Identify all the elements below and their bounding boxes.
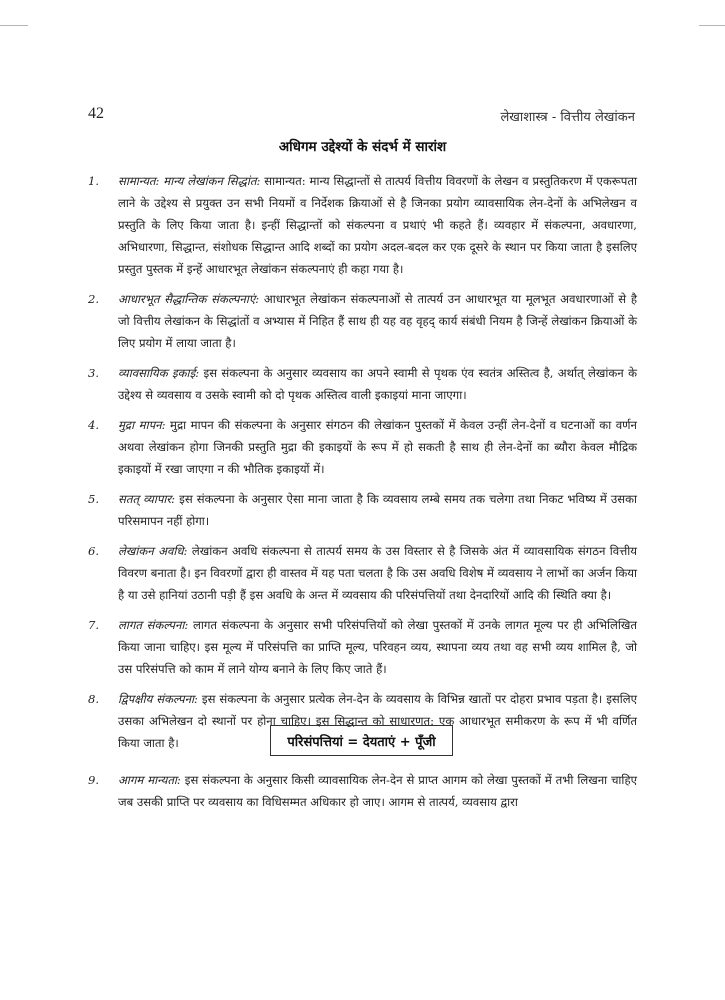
item-term: आगम मान्यता: <box>118 773 181 787</box>
list-item <box>88 488 637 532</box>
item-number: 1. <box>88 174 100 188</box>
item-number: 7. <box>88 618 100 632</box>
summary-list-continued <box>88 769 637 821</box>
item-term: मुद्रा मापन: <box>118 418 166 432</box>
item-text: इस संकल्पना के अनुसार किसी व्यावसायिक लेन-देन से प्राप्त आगम को लेखा पुस्तकों में तभी लिखना चाहिए जब उसकी प्राप्ति पर व्यवसाय का विधिसम्मत अधिकार हो जाए। आगम से तात्पर्य, व्यवसाय द्वारा <box>118 773 638 809</box>
crop-mark-right <box>699 25 725 26</box>
list-item <box>88 769 637 813</box>
item-number: 9. <box>88 773 100 787</box>
list-item <box>88 362 637 406</box>
item-text: आधारभूत लेखांकन संकल्पनाओं से तात्पर्य उन आधारभूत या मूलभूत अवधारणाओं से है जो वित्तीय लेखांकन के सिद्धांतों व अभ्यास में निहित हैं साथ ही यह वह वृहद् कार्य संबंधी नियम है जिन्हें लेखांकन क्रियाओं के लिए प्रयोग में लाया जाता है। <box>118 292 637 350</box>
page-number: 42 <box>88 105 104 122</box>
item-number: 4. <box>88 418 100 432</box>
item-text: इस संकल्पना के अनुसार ऐसा माना जाता है कि व्यवसाय लम्बे समय तक चलेगा तथा निकट भविष्य में उसका परिसमापन नहीं होगा। <box>118 492 638 528</box>
item-number: 6. <box>88 544 100 558</box>
list-item <box>88 414 637 480</box>
list-item <box>88 540 637 606</box>
running-head: लेखाशास्त्र - वित्तीय लेखांकन <box>500 110 635 125</box>
item-text: लागत संकल्पना के अनुसार सभी परिसंपत्तियों को लेखा पुस्तकों में उनके लागत मूल्य पर ही अभिलिखित किया जाना चाहिए। इस मूल्य में परिसंपत्ति का प्राप्ति मूल्य, परिवहन व्यय, स्थापना व्यय तथा वह सभी व्यय शामिल है, जो उस परिसंपत्ति को काम में लाने योग्य बनाने के लिए किए जाते हैं। <box>118 618 638 676</box>
item-text: इस संकल्पना के अनुसार व्यवसाय का अपने स्वामी से पृथक एंव स्वतंत्र अस्तित्व है, अर्थात् लेखांकन के उद्देश्य से व्यवसाय व उसके स्वामी को दो पृथक अस्तित्व वाली इकाइयां माना जाएगा। <box>118 366 637 402</box>
summary-list <box>88 170 637 762</box>
item-number: 2. <box>88 292 100 306</box>
item-number: 8. <box>88 692 100 706</box>
accounting-equation-box: परिसंपत्तियां = देयताएं + पूँजी <box>270 725 453 756</box>
item-number: 3. <box>88 366 100 380</box>
item-term: लागत संकल्पना: <box>118 618 189 632</box>
item-text: सामान्यत: मान्य सिद्धान्तों से तात्पर्य वित्तीय विवरणों के लेखन व प्रस्तुतिकरण में एकरूपता लाने के उद्देश्य से प्रयुक्त उन सभी नियमों व निर्देशक क्रियाओं से है जिनका प्रयोग व्यावसायिक लेन-देनों के अभिलेखन व प्रस्तुति के लिए किया जाता है। इन्हीं सिद्धान्तों को संकल्पना व प्रथाएं भी कहते हैं। व्यवहार में संकल्पना, अवधारणा, अभिधारणा, सिद्धान्त, संशोधक सिद्धान्त आदि शब्दों का प्रयोग अदल-बदल कर एक दूसरे के स्थान पर किया जाता है इसलिए प्रस्तुत पुस्तक में इन्हें आधारभूत लेखांकन संकल्पनाएं ही कहा गया है। <box>118 174 637 276</box>
item-text: इस संकल्पना के अनुसार प्रत्येक लेन-देन के व्यवसाय के विभिन्न खातों पर दोहरा प्रभाव पड़ता है। इसलिए उसका अभिलेखन दो स्थानों पर होना चाहिए। इस सिद्धान्त को साधारणत: एक आधारभूत समीकरण के रूप में भी वर्णित किया जाता है। <box>118 692 638 750</box>
item-term: व्यावसायिक इकाई: <box>118 366 200 380</box>
item-term: सामान्यत: मान्य लेखांकन सिद्धांत: <box>118 174 261 188</box>
section-title: अधिगम उद्देश्यों के संदर्भ में सारांश <box>278 139 447 155</box>
item-term: सतत् व्यापार: <box>118 492 176 506</box>
list-item <box>88 170 637 280</box>
list-item <box>88 614 637 680</box>
item-text: मुद्रा मापन की संकल्पना के अनुसार संगठन की लेखांकन पुस्तकों में केवल उन्हीं लेन-देनों व घटनाओं का वर्णन अथवा लेखांकन होगा जिनकी प्रस्तुति मुद्रा की इकाइयों के रूप में हो सकती है साथ ही लेन-देनों का ब्यौरा केवल मौद्रिक इकाइयों में रखा जाएगा न की भौतिक इकाइयों में। <box>118 418 637 476</box>
list-item <box>88 288 637 354</box>
item-term: लेखांकन अवधि: <box>118 544 188 558</box>
crop-mark-left <box>0 25 28 26</box>
item-text: लेखांकन अवधि संकल्पना से तात्पर्य समय के उस विस्तार से है जिसके अंत में व्यावसायिक संगठन वित्तीय विवरण बनाता है। इन विवरणों द्वारा ही वास्तव में यह पता चलता है कि उस अवधि विशेष में व्यवसाय ने लाभों का अर्जन किया है या उसे हानियां उठानी पड़ी हैं इस अवधि के अन्त में व्यवसाय की परिसंपत्तियों तथा देनदारियों आदि की स्थिति क्या है। <box>118 544 637 602</box>
item-term: आधारभूत सैद्धान्तिक संकल्पनाएं: <box>118 292 260 306</box>
item-number: 5. <box>88 492 100 506</box>
item-term: द्विपक्षीय संकल्पना: <box>118 692 198 706</box>
